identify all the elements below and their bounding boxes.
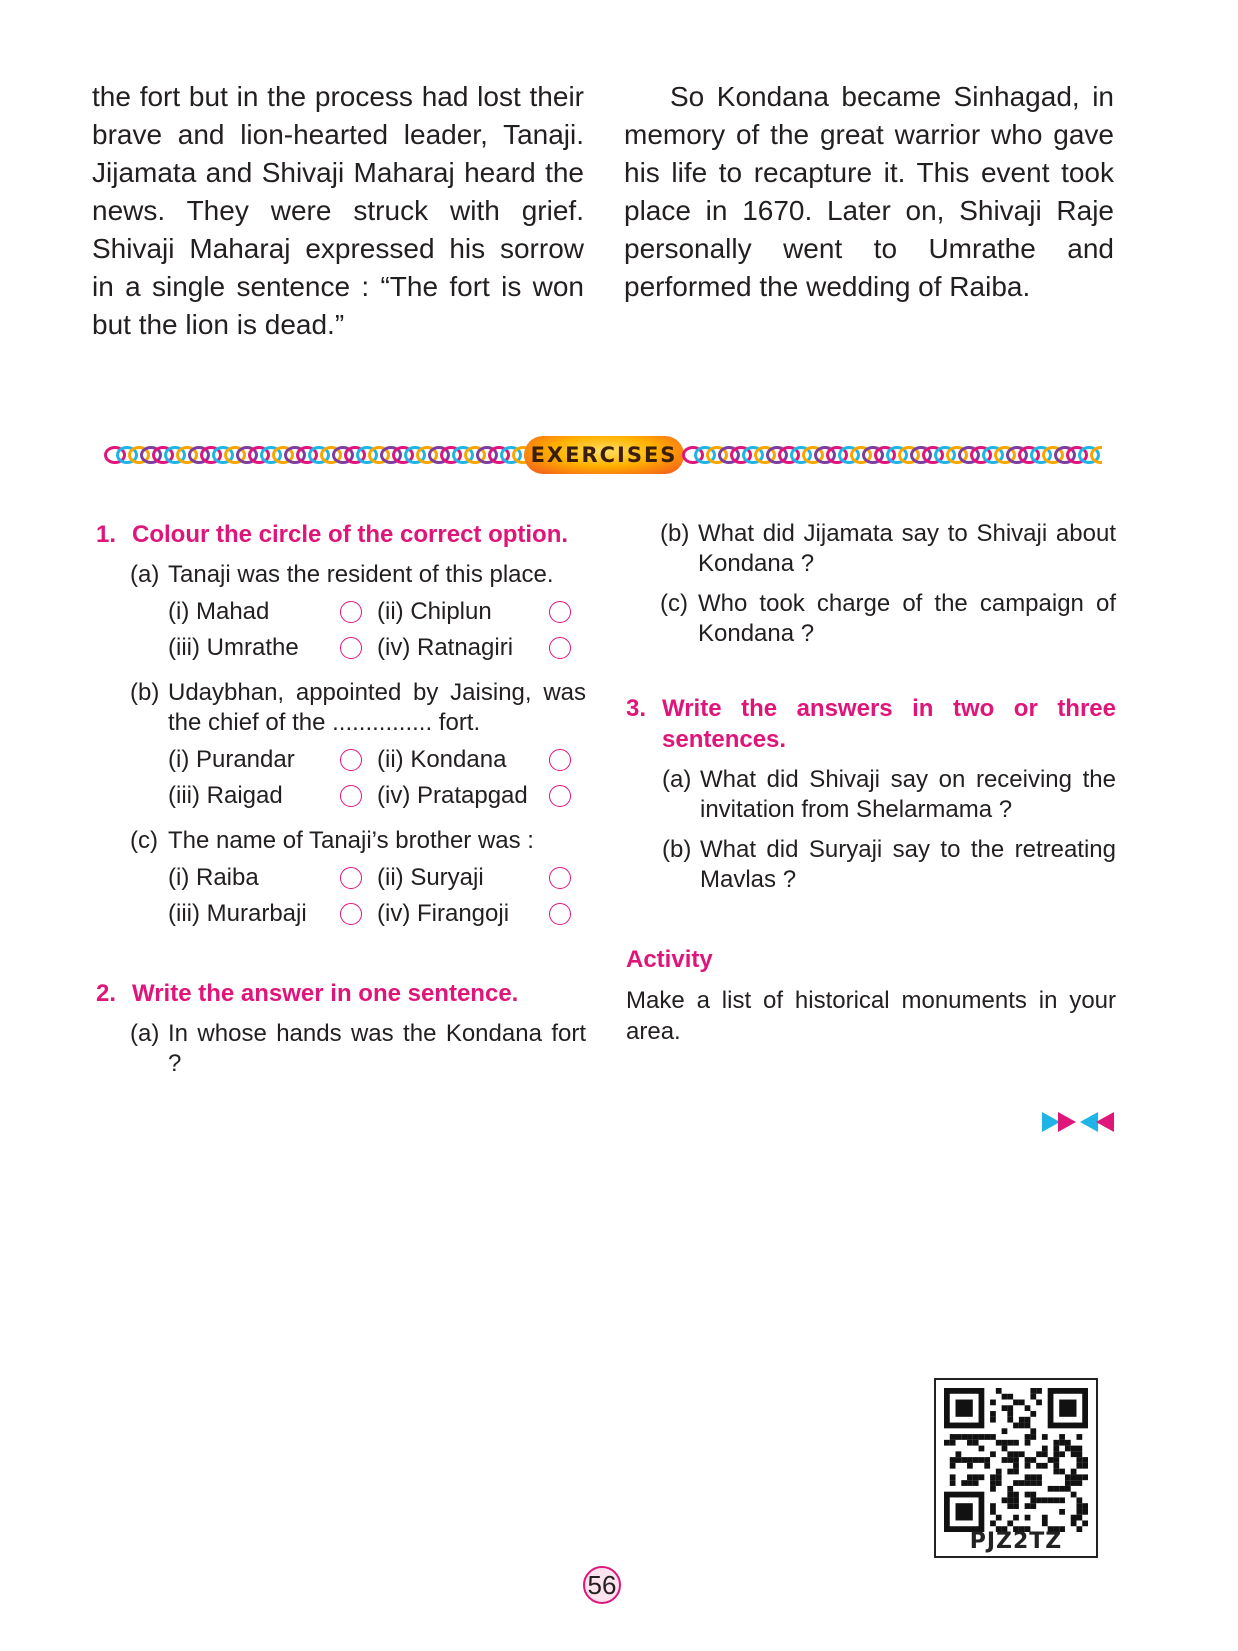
question-2-title: Write the answer in one sentence.: [132, 980, 519, 1007]
story-left-column: [92, 78, 584, 344]
option-label: (i) Mahad: [168, 598, 270, 625]
option-circle-icon[interactable]: [549, 903, 571, 925]
option-1b-i[interactable]: [168, 745, 377, 775]
question-1a: [130, 560, 586, 590]
option-circle-icon[interactable]: [340, 785, 362, 807]
exercise-left-column: [96, 519, 586, 1079]
item-text: Tanaji was the resident of this place.: [168, 561, 554, 588]
item-label: (a): [662, 766, 692, 793]
option-1c-iii[interactable]: [168, 899, 377, 929]
page-number: 56: [583, 1566, 621, 1604]
question-1b: [130, 678, 586, 738]
decorative-ring-chain-right: [682, 443, 1102, 467]
question-1: [96, 519, 586, 932]
item-text: What did Suryaji say to the retreating Mavlas ?: [700, 836, 1116, 893]
question-3-items: [662, 765, 1116, 895]
activity-title: Activity: [626, 946, 713, 973]
question-1-items: [130, 560, 586, 932]
section-end-ornament-icon: [1042, 1106, 1118, 1138]
option-label: (i) Raiba: [168, 864, 259, 891]
option-label: (i) Purandar: [168, 746, 295, 773]
option-1b-ii[interactable]: [377, 745, 586, 775]
option-label: (ii) Kondana: [377, 746, 507, 773]
question-1b-options: [168, 742, 586, 814]
item-label: (c): [130, 827, 158, 854]
question-2-items-right: [660, 519, 1116, 649]
item-text: What did Shivaji say on receiving the invitation from Shelarmama ?: [700, 766, 1116, 823]
option-label: (ii) Chiplun: [377, 598, 492, 625]
option-circle-icon[interactable]: [340, 637, 362, 659]
option-1a-ii[interactable]: [377, 597, 586, 627]
question-2-items-left: [130, 1019, 586, 1079]
question-2-heading: [96, 978, 586, 1009]
activity-section: [626, 945, 1116, 1047]
story-paragraph-left: the fort but in the process had lost their brave and lion-hearted leader, Tanaji. Jijamata and Shivaji Maharaj heard the news. They were struck with grief. Shivaji Maharaj expressed his sorrow in a single sentence : “The fort is won but the lion is dead.”: [92, 81, 584, 340]
exercises-label: EXERCISES: [524, 436, 684, 474]
question-1-heading: [96, 519, 586, 550]
item-label: (b): [130, 679, 160, 706]
option-1b-iii[interactable]: [168, 781, 377, 811]
qr-code-pattern-icon: [944, 1388, 1088, 1532]
story-paragraph-right: So Kondana became Sinhagad, in memory of the great warrior who gave his life to recapture it. This event took place in 1670. Later on, Shivaji Raje personally went to Umrathe and performed the wedding of Raiba.: [624, 81, 1114, 302]
option-circle-icon[interactable]: [549, 749, 571, 771]
option-circle-icon[interactable]: [340, 867, 362, 889]
option-1a-iv[interactable]: [377, 633, 586, 663]
question-3a: [662, 765, 1116, 825]
exercises-banner: [104, 432, 1102, 478]
option-circle-icon[interactable]: [549, 601, 571, 623]
option-label: (iii) Raigad: [168, 782, 283, 809]
question-3-number: 3.: [626, 695, 647, 722]
item-label: (b): [660, 520, 690, 547]
item-label: (b): [662, 836, 692, 863]
question-1c: [130, 826, 586, 856]
question-3-heading: [626, 693, 1116, 755]
decorative-ring-chain-left: [104, 443, 532, 467]
option-1c-iv[interactable]: [377, 899, 586, 929]
option-circle-icon[interactable]: [340, 749, 362, 771]
item-label: (c): [660, 590, 688, 617]
question-2a: [130, 1019, 586, 1079]
option-label: (iv) Ratnagiri: [377, 634, 514, 661]
item-label: (a): [130, 1020, 160, 1047]
item-text: In whose hands was the Kondana fort ?: [168, 1020, 586, 1077]
option-label: (iv) Pratapgad: [377, 782, 528, 809]
item-text: Who took charge of the campaign of Kondana ?: [698, 590, 1116, 647]
exercise-right-column: [626, 519, 1116, 1047]
option-label: (ii) Suryaji: [377, 864, 484, 891]
item-text: What did Jijamata say to Shivaji about Kondana ?: [698, 520, 1116, 577]
option-1a-iii[interactable]: [168, 633, 377, 663]
item-label: (a): [130, 561, 160, 588]
question-2c: [660, 589, 1116, 649]
question-1c-options: [168, 860, 586, 932]
question-2: [96, 978, 586, 1079]
question-3-title: Write the answers in two or three sentences.: [662, 695, 1116, 753]
option-label: (iii) Umrathe: [168, 634, 299, 661]
option-1a-i[interactable]: [168, 597, 377, 627]
option-circle-icon[interactable]: [549, 785, 571, 807]
question-1-title: Colour the circle of the correct option.: [132, 521, 569, 548]
option-label: (iv) Firangoji: [377, 900, 510, 927]
qr-code[interactable]: [934, 1378, 1098, 1558]
option-circle-icon[interactable]: [340, 903, 362, 925]
question-1-number: 1.: [96, 521, 117, 548]
activity-text: Make a list of historical monuments in your area.: [626, 987, 1116, 1045]
option-1c-i[interactable]: [168, 863, 377, 893]
question-2b: [660, 519, 1116, 579]
option-1c-ii[interactable]: [377, 863, 586, 893]
option-circle-icon[interactable]: [340, 601, 362, 623]
option-1b-iv[interactable]: [377, 781, 586, 811]
item-text: Udaybhan, appointed by Jaising, was the chief of the ............... fort.: [168, 679, 586, 736]
question-3b: [662, 835, 1116, 895]
option-circle-icon[interactable]: [549, 867, 571, 889]
qr-code-label: PJZ2TZ: [969, 1529, 1063, 1554]
question-1a-options: [168, 594, 586, 666]
question-2-number: 2.: [96, 980, 117, 1007]
story-right-column: [624, 78, 1114, 306]
option-label: (iii) Murarbaji: [168, 900, 307, 927]
item-text: The name of Tanaji’s brother was :: [168, 827, 534, 854]
option-circle-icon[interactable]: [549, 637, 571, 659]
